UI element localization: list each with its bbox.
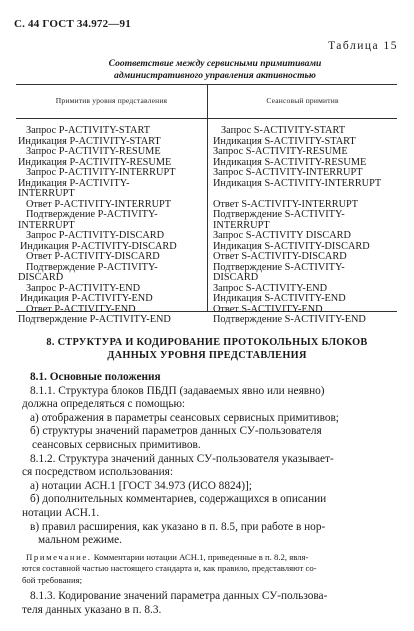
table-cell: Индикация S-ACTIVITY-RESUME: [213, 156, 367, 168]
list-item: б) структуры значений параметров данных СУ-пользователя: [30, 425, 322, 438]
column-header-presentation: Примитив уровня представления: [55, 96, 168, 105]
table-cell: DISCARD: [213, 272, 259, 283]
table-cell: Запрос S-ACTIVITY-RESUME: [213, 146, 348, 157]
table-cell: INTERRUPT: [18, 188, 75, 199]
table-cell: Запрос S-ACTIVITY DISCARD: [213, 230, 351, 241]
table-cell: Подтверждение S-ACTIVITY-END: [213, 314, 366, 325]
primitive-mapping-table: [16, 84, 397, 325]
note-line: бой требования;: [22, 574, 83, 585]
list-item-continued: сеансовых сервисных примитивов.: [32, 438, 201, 451]
list-item: б) дополнительных комментариев, содержащихся в описании: [30, 493, 327, 506]
table-cell: Запрос S-ACTIVITY-START: [221, 125, 346, 136]
table-cell: Индикация S-ACTIVITY-START: [213, 135, 356, 147]
paragraph-8-1-3: [22, 590, 398, 617]
table-cell: Ответ P-ACTIVITY-END: [26, 303, 136, 315]
note-label: Примечание.: [26, 552, 92, 562]
table-cell: Запрос P-ACTIVITY-END: [26, 282, 141, 294]
table-cell: Запрос P-ACTIVITY-RESUME: [26, 146, 161, 157]
list-item: а) отображения в параметры сеансовых сервисных примитивов;: [30, 411, 339, 424]
table-cell: Подтверждение P-ACTIVITY-: [26, 261, 158, 273]
table-cell: [213, 189, 393, 200]
note-line: Комментарии нотации АСН.1, приведенные в п. 8.2, явля-: [93, 552, 309, 562]
table-cell: Ответ S-ACTIVITY-END: [213, 303, 323, 315]
note-block: [22, 552, 400, 586]
presentation-primitives-column: [18, 126, 203, 326]
table-cell: Индикация P-ACTIVITY-START: [18, 135, 161, 147]
table-cell: Индикация P-ACTIVITY-: [18, 177, 130, 189]
table-cell: Ответ P-ACTIVITY-DISCARD: [26, 251, 160, 262]
table-cell: Ответ S-ACTIVITY-DISCARD: [213, 251, 347, 262]
paragraph-line: ся посредством использования:: [22, 466, 173, 479]
table-cell: Подтверждение S-ACTIVITY-: [213, 261, 345, 273]
note-line: ются составной частью настоящего стандарта и, как правило, представляют со-: [22, 563, 317, 574]
table-cell: Индикация S-ACTIVITY-INTERRUPT: [213, 177, 382, 189]
paragraph-line: теля данных указано в п. 8.3.: [22, 603, 162, 616]
table-cell: Индикация P-ACTIVITY-DISCARD: [20, 240, 177, 252]
paragraph-line: 8.1.3. Кодирование значений параметра данных СУ-пользова-: [30, 590, 328, 602]
running-head: С. 44 ГОСТ 34.972—91: [14, 18, 131, 30]
table-cell: INTERRUPT: [213, 219, 270, 231]
table-cell: Запрос P-ACTIVITY-DISCARD: [26, 230, 165, 241]
header-rule: [16, 118, 397, 119]
table-cell: Запрос S-ACTIVITY-INTERRUPT: [213, 167, 363, 178]
column-header-session: Сеансовый примитив: [266, 96, 339, 105]
list-item: в) правил расширения, как указано в п. 8.5, при работе в нор-: [30, 520, 326, 533]
table-cell: Индикация S-ACTIVITY-DISCARD: [213, 240, 370, 252]
paragraph-line: 8.1.1. Структура блоков ПБДП (задаваемых явно или неявно): [30, 384, 325, 397]
table-cell: INTERRUPT: [18, 219, 75, 231]
table-cell: Ответ S-ACTIVITY-INTERRUPT: [213, 198, 359, 210]
table-cell: Подтверждение P-ACTIVITY-: [26, 209, 158, 220]
list-item: а) нотации АСН.1 [ГОСТ 34.973 (ИСО 8824)];: [30, 479, 252, 492]
section-body: [22, 371, 398, 548]
table-cell: Запрос S-ACTIVITY-END: [213, 282, 328, 294]
table-cell: Запрос P-ACTIVITY-START: [26, 125, 151, 136]
table-number: Таблица 15: [328, 40, 398, 52]
list-item-continued: мальном режиме.: [38, 534, 122, 547]
table-cell: Индикация P-ACTIVITY-RESUME: [18, 156, 172, 168]
session-primitives-column: [213, 126, 393, 326]
table-cell: Подтверждение P-ACTIVITY-END: [18, 314, 171, 325]
table-title-line-1: Соответствие между сервисными примитивами: [108, 58, 322, 69]
section-heading-line-2: ДАННЫХ УРОВНЯ ПРЕДСТАВЛЕНИЯ: [107, 350, 307, 361]
table-title-line-2: административного управления активностью: [114, 70, 316, 81]
paragraph-line: 8.1.2. Структура значений данных СУ-пользователя указывает-: [30, 452, 334, 465]
table-cell: Ответ P-ACTIVITY-INTERRUPT: [26, 198, 172, 210]
list-item-continued: нотации АСН.1.: [22, 506, 100, 519]
table-cell: Подтверждение S-ACTIVITY-: [213, 209, 345, 220]
section-heading-line-1: 8. СТРУКТУРА И КОДИРОВАНИЕ ПРОТОКОЛЬНЫХ БЛОКОВ: [46, 337, 368, 348]
table-cell: Запрос P-ACTIVITY-INTERRUPT: [26, 167, 176, 178]
table-cell: Индикация S-ACTIVITY-END: [213, 293, 346, 304]
table-cell: Индикация P-ACTIVITY-END: [20, 293, 153, 304]
paragraph-line: должна определяться с помощью:: [22, 398, 186, 411]
subsection-title: 8.1. Основные положения: [30, 371, 161, 383]
table-cell: DISCARD: [18, 272, 64, 283]
